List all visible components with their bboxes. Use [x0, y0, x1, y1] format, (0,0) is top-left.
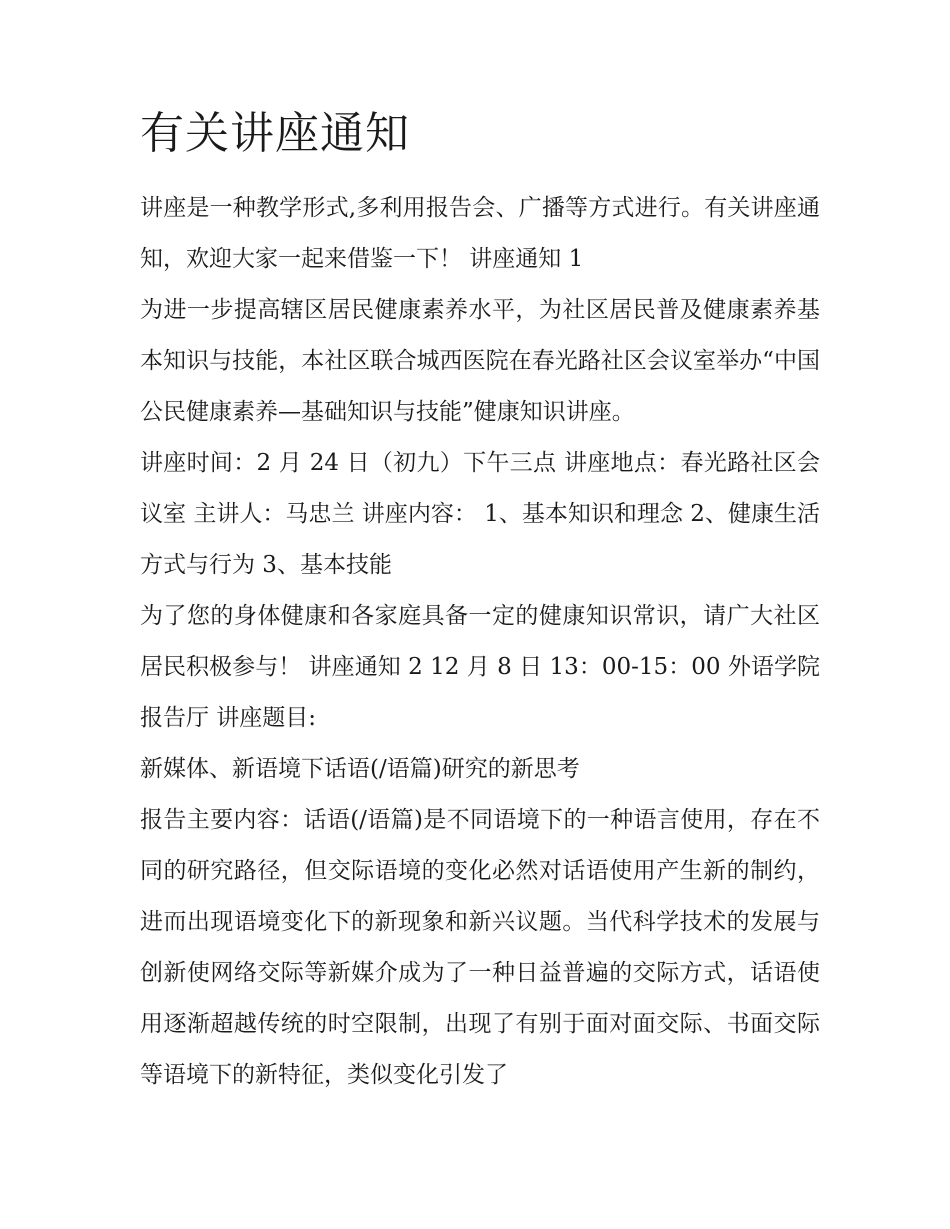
paragraph-lecture-details: 讲座时间：2 月 24 日（初九）下午三点 讲座地点：春光路社区会议室 主讲人：马忠兰 讲座内容： 1、基本知识和理念 2、健康生活方式与行为 3、基本技能 [140, 449, 820, 578]
document-page [140, 108, 820, 1101]
paragraph-notice-1: 为进一步提高辖区居民健康素养水平，为社区居民普及健康素养基本知识与技能，本社区联合城西医院在春光路社区会议室举办“中国公民健康素养—基础知识与技能”健康知识讲座。 [140, 296, 820, 425]
paragraph-intro: 讲座是一种教学形式,多利用报告会、广播等方式进行。有关讲座通知，欢迎大家一起来借鉴一下！ 讲座通知 1 [140, 194, 820, 272]
paragraph-report-content: 报告主要内容：话语(/语篇)是不同语境下的一种语言使用，存在不同的研究路径，但交际语境的变化必然对话语使用产生新的制约，进而出现语境变化下的新现象和新兴议题。当代科学技术的发展与创新使网络交际等新媒介成为了一种日益普遍的交际方式，话语使用逐渐超越传统的时空限制，出现了有别于面对面交际、书面交际等语境下的新特征，类似变化引发了 [140, 806, 820, 1088]
paragraph-lecture-topic: 新媒体、新语境下话语(/语篇)研究的新思考 [140, 755, 580, 782]
page-title: 有关讲座通知 [140, 108, 410, 159]
paragraph-notice-2: 为了您的身体健康和各家庭具备一定的健康知识常识，请广大社区居民积极参与！ 讲座通知 2 12 月 8 日 13：00-15：00 外语学院报告厅 讲座题目: [140, 602, 820, 731]
